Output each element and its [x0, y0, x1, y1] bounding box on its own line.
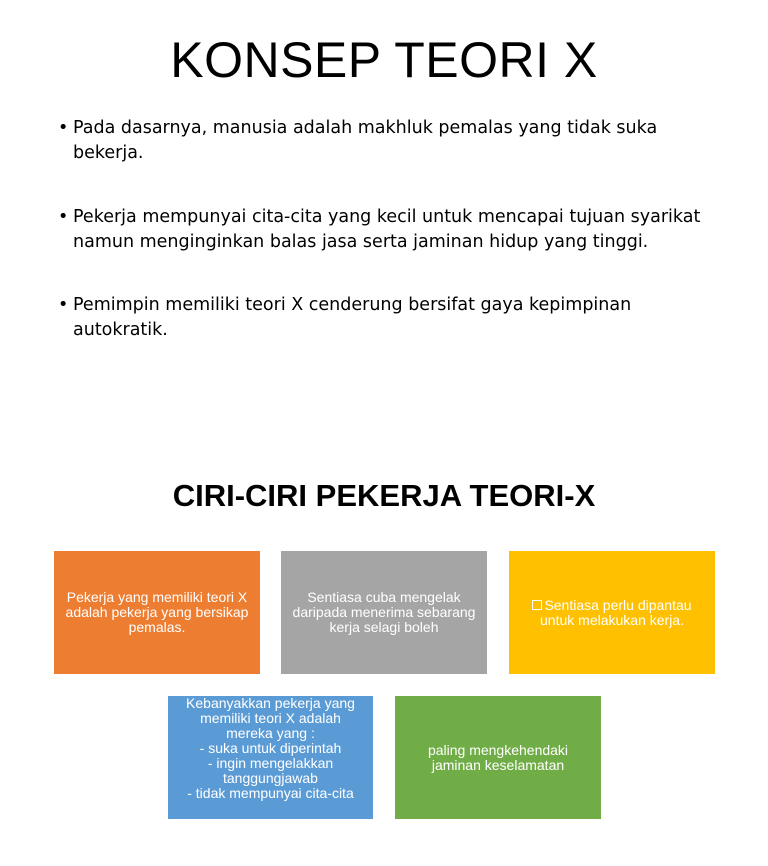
section-title: CIRI-CIRI PEKERJA TEORI-X [172, 478, 596, 513]
trait-box-security-text: paling mengkehendaki jaminan keselamatan [427, 741, 569, 773]
trait-box-majority-intro: Kebanyakkan pekerja yang memiliki teori X adalah mereka yang : [186, 695, 355, 741]
trait-box-supervision-content [517, 598, 707, 628]
slide-title: KONSEP TEORI X [170, 32, 598, 88]
trait-box-majority-content [176, 696, 365, 801]
trait-box-majority-item-3: - tidak mempunyai cita-cita [187, 785, 354, 801]
bullet-item-2: • Pekerja mempunyai cita-cita yang kecil untuk mencapai tujuan syarikat namun menginginkan balas jasa serta jaminan hidup yang tinggi. [58, 205, 718, 255]
bullet-item-1: • Pada dasarnya, manusia adalah makhluk pemalas yang tidak suka bekerja. [58, 116, 718, 166]
trait-box-security [395, 696, 601, 819]
trait-box-avoid-work [281, 551, 487, 674]
bullet-list [58, 116, 718, 382]
trait-box-majority-item-2: - ingin mengelakkan tanggungjawab [207, 755, 334, 786]
trait-box-lazy-text: Pekerja yang memiliki teori X adalah pekerja yang bersikap pemalas. [65, 589, 249, 635]
trait-box-majority-item-1: - suka untuk diperintah [199, 740, 342, 756]
trait-box-avoid-work-text: Sentiasa cuba mengelak daripada menerima sebarang kerja selagi boleh [292, 589, 476, 635]
checkbox-bullet-icon [532, 600, 542, 610]
trait-box-lazy [54, 551, 260, 674]
trait-box-supervision [509, 551, 715, 674]
trait-box-supervision-text: Sentiasa perlu dipantau untuk melakukan kerja. [540, 596, 692, 628]
bullet-item-3: • Pemimpin memiliki teori X cenderung bersifat gaya kepimpinan autokratik. [58, 293, 718, 343]
trait-box-majority [168, 696, 373, 819]
